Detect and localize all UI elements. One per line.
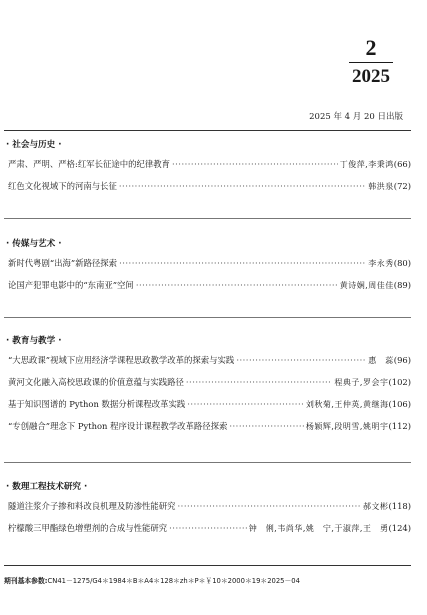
toc-entry[interactable]: [4, 517, 411, 539]
entry-title: 新时代粤剧“出海”新路径探索: [8, 258, 118, 268]
entry-page: (112): [388, 421, 411, 431]
entry-page: (118): [388, 501, 411, 511]
section-title: · 教育与教学 ·: [6, 336, 62, 346]
entry-author: 丁俊萍,李秉鸿: [339, 160, 394, 169]
entry-author: 郝文彬: [362, 502, 389, 511]
dot-leader: [172, 153, 338, 175]
entry-title: “大思政课”视域下应用经济学课程思政教学改革的探索与实践: [8, 355, 235, 365]
entry-page: (96): [393, 355, 411, 365]
section-math-engineering: [4, 479, 411, 539]
entry-title: 严肃、严明、严格:红军长征途中的纪律教育: [8, 159, 170, 169]
toc-entry[interactable]: [4, 274, 411, 296]
top-rule: [4, 130, 411, 131]
dot-leader: [119, 175, 366, 197]
publish-date: 2025 年 4 月 20 日出版: [309, 112, 403, 122]
toc-entry[interactable]: [4, 252, 411, 274]
entry-title: 黄河文化融入高校思政课的价值意蕴与实践路径: [8, 377, 184, 387]
toc-entry[interactable]: [4, 393, 411, 415]
section-society-history: [4, 137, 411, 197]
toc-entry[interactable]: [4, 153, 411, 175]
entry-author: 杨颖辉,段明雪,姚明宇: [305, 422, 389, 431]
entry-title: 论国产犯罪电影中的“东南亚”空间: [8, 280, 134, 290]
entry-author: 钟 俐,韦尚华,姚 宁,于淑萍,王 勇: [248, 524, 389, 533]
entry-author: 惠 蕊: [368, 356, 394, 365]
entry-title: 隧道注浆介子掺和料改良机理及防渗性能研究: [8, 501, 176, 511]
entry-author: 韩洪泉: [368, 182, 394, 191]
dot-leader: [229, 415, 304, 437]
dot-leader: [186, 371, 333, 393]
entry-title: 柠檬酸三甲酯绿色增塑剂的合成与性能研究: [8, 523, 168, 533]
section-media-arts: [4, 236, 411, 296]
issue-divider: [349, 62, 393, 63]
issue-number: 2: [365, 35, 377, 60]
entry-page: (106): [388, 399, 411, 409]
entry-page: (89): [393, 280, 411, 290]
entry-author: 刘秋菊,王仲英,黄继海: [305, 400, 389, 409]
bottom-rule: [4, 565, 411, 566]
dot-leader: [236, 349, 366, 371]
toc-entry[interactable]: [4, 175, 411, 197]
entry-title: 基于知识图谱的 Python 数据分析课程改革实践: [8, 399, 186, 409]
section-divider: [4, 218, 411, 219]
entry-author: 黄诗娴,周佳佳: [339, 281, 394, 290]
section-divider: [4, 317, 411, 318]
entry-title: 红色文化视域下的河南与长征: [8, 181, 117, 191]
journal-parameters: [4, 575, 300, 585]
section-title: · 传媒与艺术 ·: [6, 239, 62, 249]
section-education-teaching: [4, 333, 411, 437]
dot-leader: [178, 495, 361, 517]
footer-value: CN41－1275/G4＊1984＊B＊A4＊128＊zh＊P＊￥10＊2000＊19＊2025－04: [47, 577, 300, 585]
entry-page: (80): [393, 258, 411, 268]
dot-leader: [119, 252, 366, 274]
dot-leader: [169, 517, 247, 539]
issue-year: 2025: [352, 66, 390, 87]
section-title: · 社会与历史 ·: [6, 140, 62, 150]
entry-title: “专创融合”理念下 Python 程序设计课程教学改革路径探索: [8, 421, 228, 431]
section-divider: [4, 462, 411, 463]
dot-leader: [187, 393, 304, 415]
section-title: · 数理工程技术研究 ·: [6, 482, 88, 492]
toc-entry[interactable]: [4, 349, 411, 371]
toc-entry[interactable]: [4, 495, 411, 517]
entry-author: 程典子,罗会宇: [334, 378, 389, 387]
toc-entry[interactable]: [4, 371, 411, 393]
entry-page: (102): [388, 377, 411, 387]
entry-page: (124): [388, 523, 411, 533]
dot-leader: [136, 274, 338, 296]
entry-page: (72): [393, 181, 411, 191]
footer-label: 期刊基本参数:: [4, 577, 48, 585]
issue-box: [349, 36, 393, 88]
entry-author: 李永秀: [368, 259, 394, 268]
toc-entry[interactable]: [4, 415, 411, 437]
entry-page: (66): [393, 159, 411, 169]
